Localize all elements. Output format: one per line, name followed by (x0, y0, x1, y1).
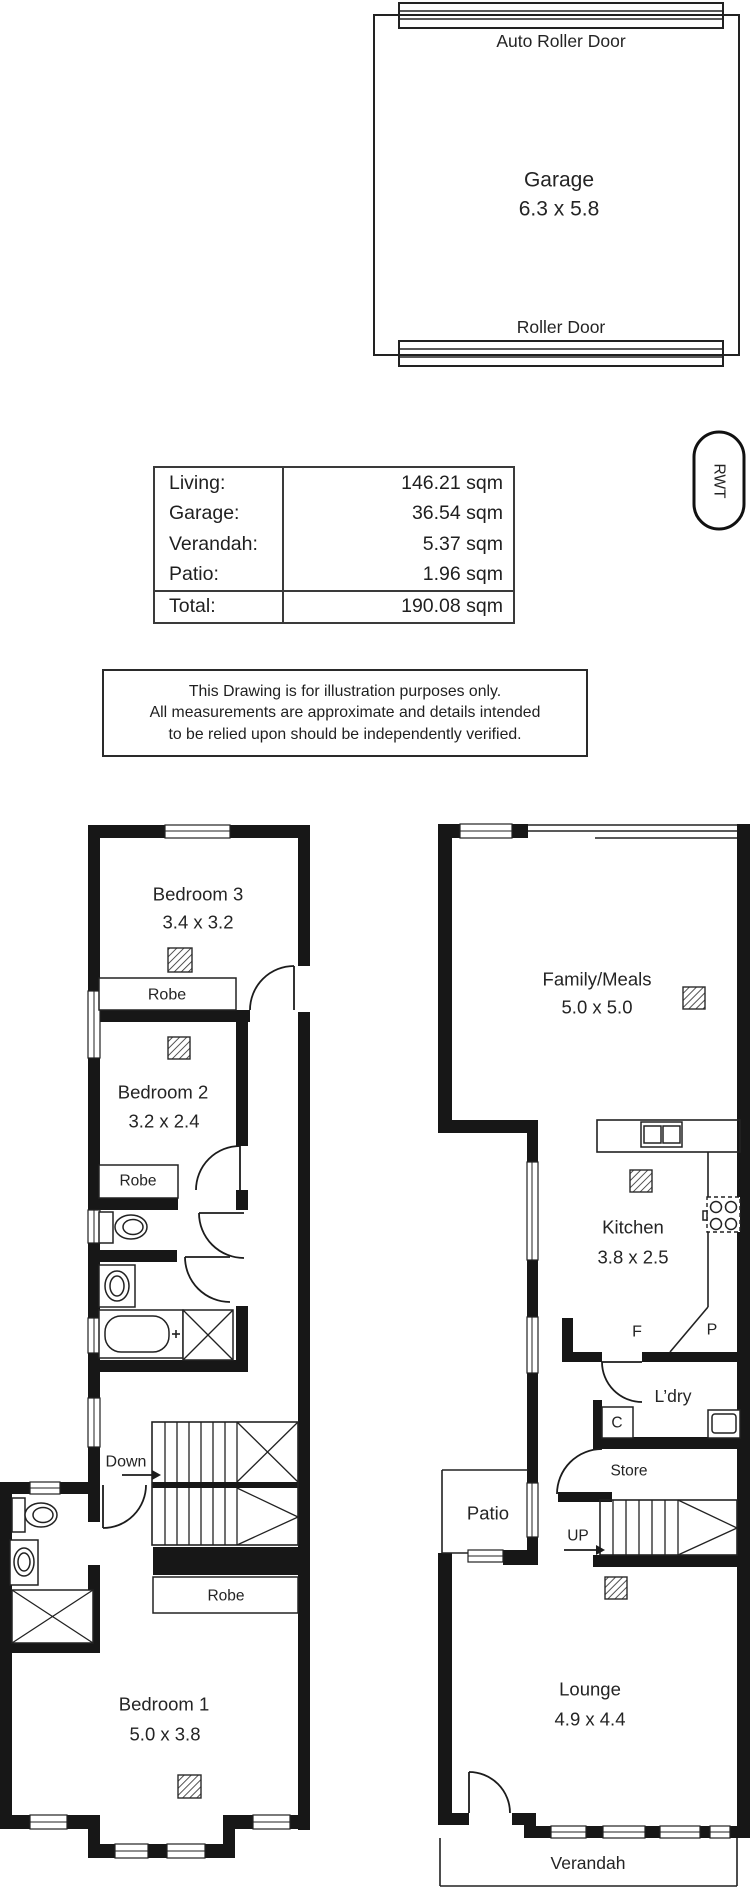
bedroom2-dims: 3.2 x 2.4 (128, 1110, 200, 1132)
lounge-dims: 4.9 x 4.4 (554, 1708, 626, 1730)
bathroom-vanity (99, 1265, 135, 1307)
store-label: Store (610, 1462, 648, 1480)
robe-understairs-label: Robe (207, 1587, 245, 1605)
bedroom3-light-symbol (168, 948, 192, 972)
down-arrow (122, 1470, 161, 1480)
bedroom1-label: Bedroom 1 (118, 1693, 210, 1715)
up-label: UP (567, 1527, 589, 1545)
table-row (155, 529, 513, 559)
robe3-label: Robe (147, 986, 187, 1004)
wc-toilet (99, 1212, 147, 1243)
area-value: 5.37 sqm (422, 532, 503, 555)
rwt-label: RWT (710, 463, 728, 499)
area-label: Garage: (155, 498, 284, 528)
bedroom3-label: Bedroom 3 (152, 883, 244, 905)
bedroom3-dims: 3.4 x 3.2 (162, 911, 234, 933)
bedroom2-light-symbol (168, 1037, 190, 1059)
kitchen-dims: 3.8 x 2.5 (597, 1246, 669, 1268)
disclaimer-line: This Drawing is for illustration purposes only. (188, 683, 502, 701)
rainwater-tank (694, 432, 744, 529)
disclaimer-line: to be relied upon should be independently verified. (168, 725, 522, 743)
family-light-symbol (683, 987, 705, 1009)
table-row-total (155, 590, 513, 622)
area-table (153, 466, 515, 624)
kitchen-light-symbol (630, 1170, 652, 1192)
family-dims: 5.0 x 5.0 (561, 996, 633, 1018)
down-label: Down (105, 1453, 147, 1471)
cupboard-label: C (611, 1414, 623, 1432)
ensuite-shower (12, 1590, 93, 1643)
area-value: 1.96 sqm (422, 562, 503, 585)
up-arrow (564, 1545, 605, 1555)
table-row (155, 468, 513, 498)
bedroom2-label: Bedroom 2 (117, 1081, 209, 1103)
area-value: 146.21 sqm (401, 471, 503, 494)
ensuite-vanity (10, 1540, 38, 1585)
table-row (155, 498, 513, 528)
verandah-label: Verandah (550, 1853, 626, 1873)
fridge-label: F (632, 1323, 642, 1341)
patio-label: Patio (466, 1502, 510, 1524)
area-label: Total: (155, 592, 284, 622)
pantry-label: P (706, 1321, 718, 1339)
roller-door-symbol (399, 341, 723, 366)
area-label: Verandah: (155, 529, 284, 559)
area-label: Living: (155, 468, 284, 498)
robe2-label: Robe (119, 1172, 157, 1190)
shower (183, 1310, 233, 1360)
kitchen-label: Kitchen (602, 1216, 664, 1238)
auto-roller-door-label: Auto Roller Door (496, 31, 626, 51)
garage-label: Garage (523, 168, 595, 192)
table-row (155, 559, 513, 589)
ensuite-toilet (12, 1498, 57, 1532)
garage-dims: 6.3 x 5.8 (518, 197, 600, 221)
disclaimer-box (102, 669, 588, 757)
bedroom1-dims: 5.0 x 3.8 (129, 1723, 201, 1745)
family-label: Family/Meals (542, 968, 652, 990)
bathtub (99, 1310, 183, 1358)
area-value: 36.54 sqm (411, 502, 503, 525)
ground-floor-thin-lines (528, 825, 737, 838)
roller-door-label: Roller Door (516, 317, 606, 337)
cooktop (703, 1197, 740, 1232)
area-label: Patio: (155, 559, 284, 589)
bedroom1-light-symbol (178, 1775, 201, 1798)
disclaimer-line: All measurements are approximate and details intended (149, 704, 541, 722)
lounge-label: Lounge (559, 1678, 621, 1700)
lounge-light-symbol (605, 1577, 627, 1599)
laundry-label: L’dry (654, 1386, 692, 1406)
stairs-up (600, 1500, 737, 1555)
area-value: 190.08 sqm (401, 595, 503, 618)
upper-floor-doors (103, 966, 294, 1528)
laundry-trough (708, 1410, 740, 1438)
